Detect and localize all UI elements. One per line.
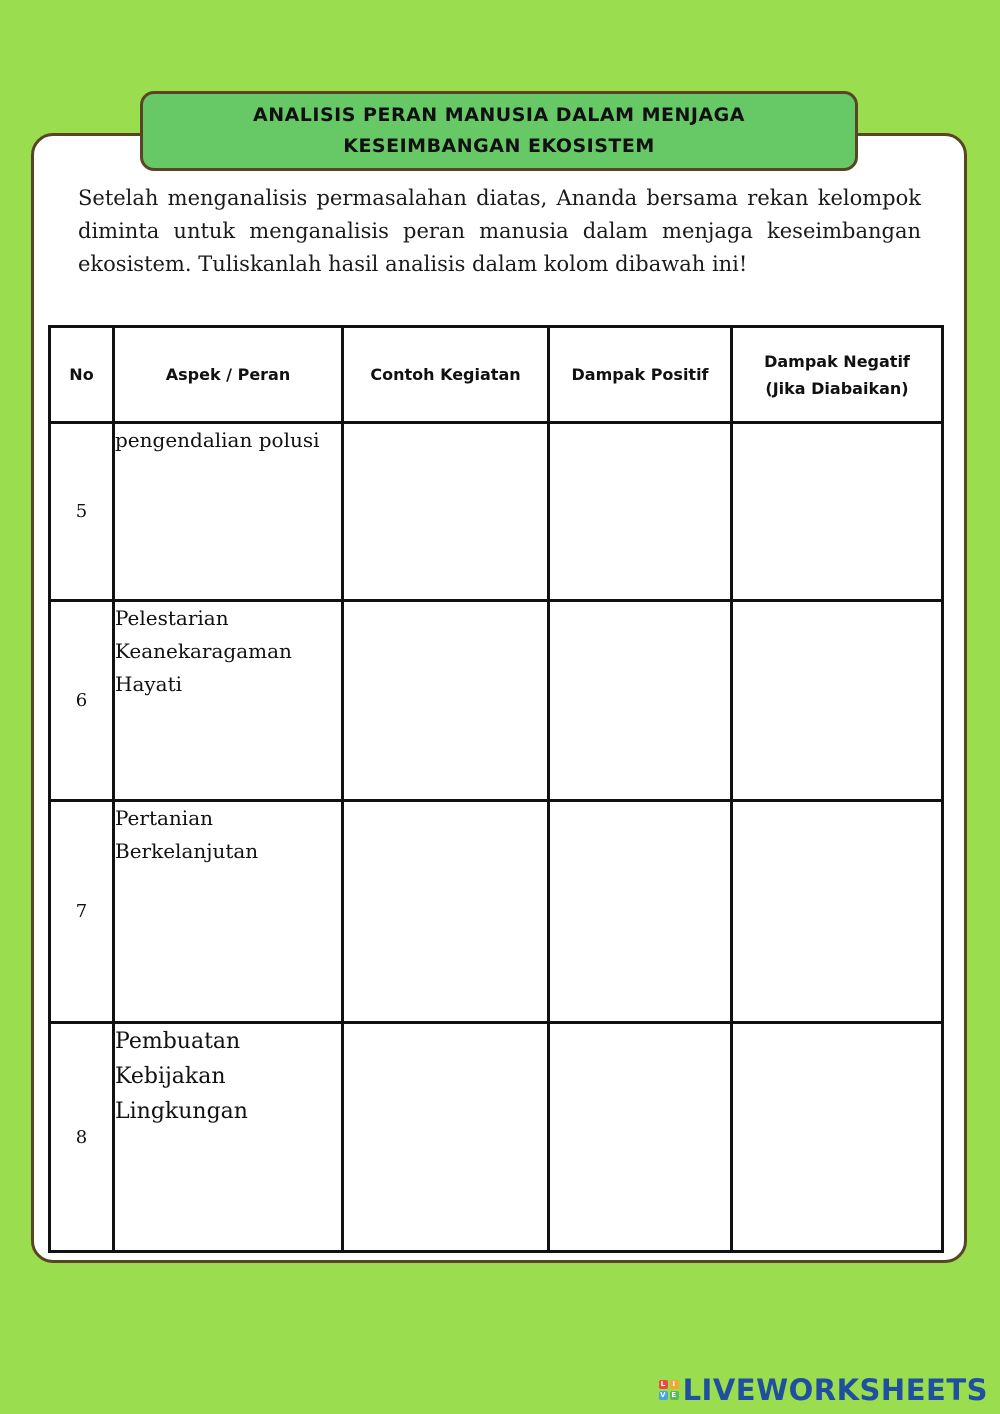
dampak-negatif-input[interactable] (732, 423, 943, 601)
header-dampak-negatif-line2: (Jika Diabaikan) (765, 378, 909, 398)
header-aspek: Aspek / Peran (114, 327, 343, 423)
dampak-negatif-input[interactable] (732, 601, 943, 801)
aspek-label: Pembuatan Kebijakan Lingkungan (115, 1029, 248, 1124)
row-number: 8 (50, 1023, 114, 1252)
dampak-negatif-input[interactable] (732, 1023, 943, 1252)
header-dampak-positif: Dampak Positif (549, 327, 732, 423)
aspek-cell (114, 801, 343, 1023)
aspek-label: Pelestarian Keanekaragaman Hayati (115, 606, 292, 696)
row-number: 7 (50, 801, 114, 1023)
table-row (50, 423, 943, 601)
table-row (50, 601, 943, 801)
dampak-positif-input[interactable] (549, 601, 732, 801)
worksheet-title (140, 91, 858, 171)
contoh-kegiatan-input[interactable] (343, 601, 549, 801)
table-header-row (50, 327, 943, 423)
aspek-cell (114, 601, 343, 801)
logo-letter: V (660, 1391, 667, 1399)
brand-text: LIVEWORKSHEETS (682, 1373, 988, 1407)
contoh-kegiatan-input[interactable] (343, 423, 549, 601)
dampak-positif-input[interactable] (549, 1023, 732, 1252)
aspek-label: Pertanian Berkelanjutan (115, 806, 259, 863)
row-number: 6 (50, 601, 114, 801)
contoh-kegiatan-input[interactable] (343, 1023, 549, 1252)
title-line-1: ANALISIS PERAN MANUSIA DALAM MENJAGA (253, 104, 745, 126)
aspek-cell (114, 423, 343, 601)
row-number: 5 (50, 423, 114, 601)
header-dampak-negatif-line1: Dampak Negatif (764, 351, 910, 371)
contoh-kegiatan-input[interactable] (343, 801, 549, 1023)
logo-letter: L (659, 1380, 668, 1389)
liveworksheets-logo-icon (659, 1380, 679, 1400)
aspek-label: pengendalian polusi (115, 428, 320, 452)
aspek-cell (114, 1023, 343, 1252)
header-contoh-kegiatan: Contoh Kegiatan (343, 327, 549, 423)
liveworksheets-brand[interactable] (659, 1371, 988, 1409)
analysis-table (48, 325, 944, 1253)
instructions-paragraph: Setelah menganalisis permasalahan diatas, Ananda bersama rekan kelompok diminta untuk menganalisis peran manusia dalam menjaga keseimbangan ekosistem. Tuliskanlah hasil analisis dalam kolom dibawah ini! (78, 186, 921, 276)
logo-letter: E (671, 1391, 677, 1399)
logo-letter: I (670, 1380, 679, 1389)
title-line-2: KESEIMBANGAN EKOSISTEM (343, 135, 655, 157)
table-row (50, 801, 943, 1023)
header-dampak-negatif (732, 327, 943, 423)
dampak-positif-input[interactable] (549, 423, 732, 601)
dampak-negatif-input[interactable] (732, 801, 943, 1023)
table-row (50, 1023, 943, 1252)
header-no: No (50, 327, 114, 423)
dampak-positif-input[interactable] (549, 801, 732, 1023)
